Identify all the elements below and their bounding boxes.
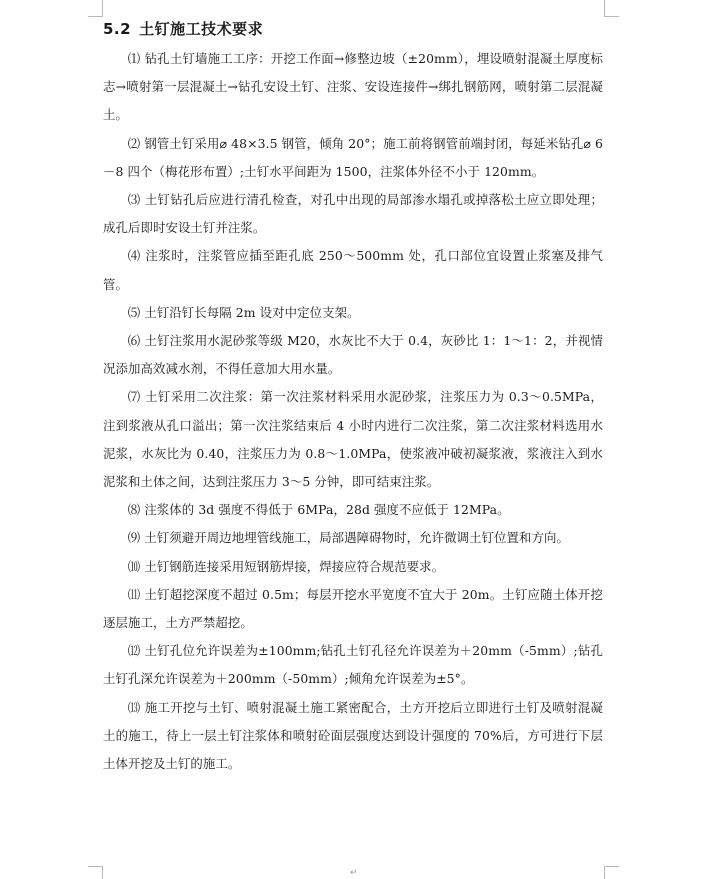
crop-mark-top-right xyxy=(604,0,619,17)
crop-mark-bottom-right xyxy=(604,866,619,879)
paragraph-3: ⑶ 土钉钻孔后应进行清孔检查，对孔中出现的局部渗水塌孔或掉落松土应立即处理；成孔后即时安设土钉并注浆。 xyxy=(103,192,603,236)
section-number: 5.2 xyxy=(103,20,132,38)
paragraph-12: ⑿ 土钉孔位允许误差为±100mm;钻孔土钉孔径允许误差为＋20mm（-5mm）;钻孔土钉孔深允许误差为＋200mm（-50mm）;倾角允许误差为±5°。 xyxy=(103,643,603,687)
crop-mark-bottom-left xyxy=(88,866,103,879)
section-title: 土钉施工技术要求 xyxy=(139,20,264,38)
paragraph-5: ⑸ 土钉沿钉长每隔 2m 设对中定位支架。 xyxy=(127,304,360,320)
crop-mark-top-left xyxy=(88,0,103,17)
section-heading xyxy=(103,17,603,41)
paragraph-mark-icon: ↵ xyxy=(350,868,358,878)
document-body xyxy=(103,17,603,778)
paragraph-7: ⑺ 土钉采用二次注浆：第一次注浆材料采用水泥砂浆，注浆压力为 0.3～0.5MPa，注到浆液从孔口溢出；第一次注浆结束后 4 小时内进行二次注浆，第二次注浆材料选用水泥浆，水灰比为 0.40，注浆压力为 0.8～1.0MPa，使浆液冲破初凝浆液，浆液注入到水泥浆和土体之间，达到注浆压力 3～5 分钟，即可结束注浆。 xyxy=(103,389,603,490)
paragraph-13: ⒀ 施工开挖与土钉、喷射混凝土施工紧密配合，土方开挖后立即进行土钉及喷射混凝土的施工，待上一层土钉注浆体和喷射砼面层强度达到设计强度的 70%后，方可进行下层土体开挖及土钉的施工。 xyxy=(103,699,603,772)
paragraph-4: ⑷ 注浆时，注浆管应插至距孔底 250～500mm 处，孔口部位宜设置止浆塞及排气管。 xyxy=(103,248,603,292)
paragraph-1: ⑴ 钻孔土钉墙施工工序：开挖工作面→修整边坡（±20mm），埋设喷射混凝土厚度标志→喷射第一层混凝土→钻孔安设土钉、注浆、安设连接件→绑扎钢筋网，喷射第二层混凝土。 xyxy=(103,51,603,123)
paragraph-6: ⑹ 土钉注浆用水泥砂浆等级 M20，水灰比不大于 0.4，灰砂比 1：1～1：2，并视情况添加高效减水剂，不得任意加大用水量。 xyxy=(103,333,603,377)
paragraph-9: ⑼ 土钉须避开周边地埋管线施工，局部遇障碍物时，允许微调土钉位置和方向。 xyxy=(127,530,570,546)
paragraph-11: ⑾ 土钉超挖深度不超过 0.5m；每层开挖水平宽度不宜大于 20m。土钉应随土体开挖逐层施工，土方严禁超挖。 xyxy=(103,586,603,631)
paragraph-2: ⑵ 钢管土钉采用⌀ 48×3.5 钢管，倾角 20°；施工前将钢管前端封闭，每延米钻孔⌀ 6－8 四个（梅花形布置）;土钉水平间距为 1500，注浆体外径不小于 120mm。 xyxy=(103,135,603,179)
paragraph-8: ⑻ 注浆体的 3d 强度不得低于 6MPa，28d 强度不应低于 12MPa。 xyxy=(127,502,510,518)
paragraph-10: ⑽ 土钉钢筋连接采用短钢筋焊接，焊接应符合规范要求。 xyxy=(127,558,445,574)
